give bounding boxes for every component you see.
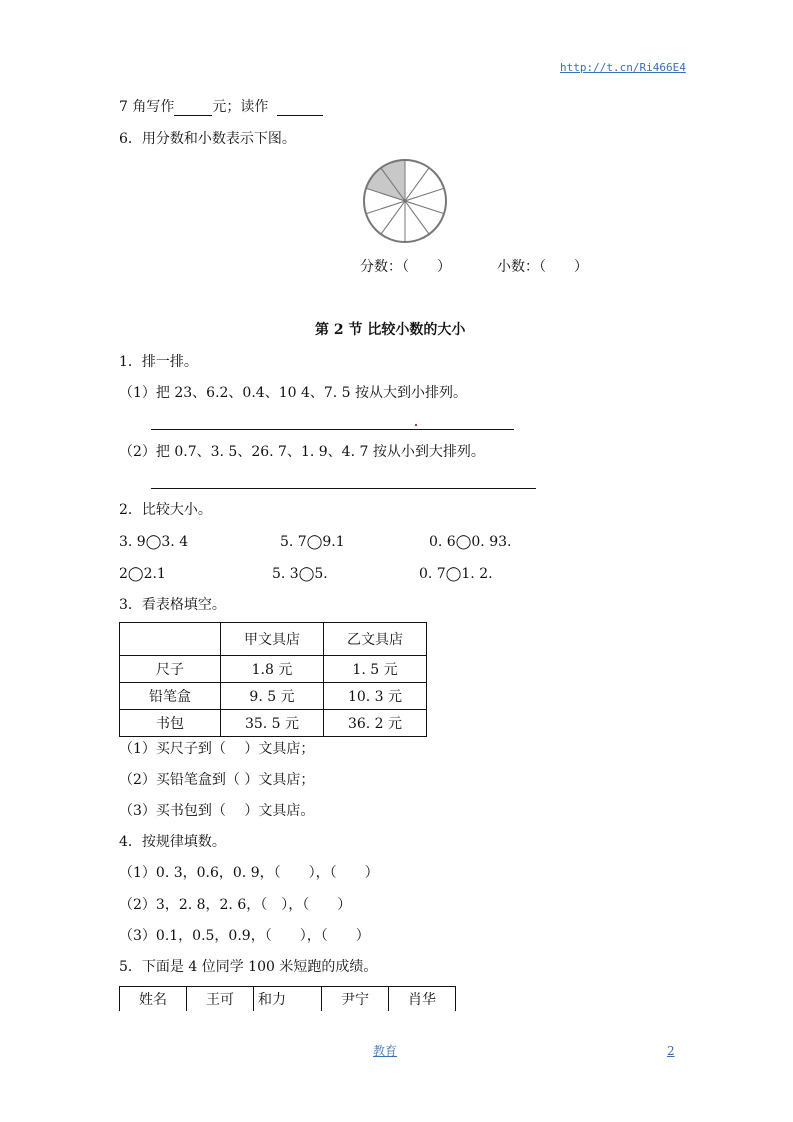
table-cell: 尺子 — [120, 656, 221, 683]
footer-page-number: 2 — [667, 1044, 675, 1058]
header-url-link[interactable]: http://t.cn/Ri466E4 — [560, 61, 686, 74]
top-line-middle: 元；读作 — [212, 99, 269, 115]
table-cell: 1. 5 元 — [324, 656, 427, 683]
s3-q3: （3）买书包到（ ）文具店。 — [119, 803, 315, 819]
footer-center-link[interactable]: 教育 — [373, 1044, 398, 1058]
s3-q2: （2）买铅笔盒到（ ）文具店； — [119, 772, 315, 788]
price-table-corner — [120, 623, 221, 656]
table-cell: 王可 — [187, 987, 254, 1012]
table-cell: 姓名 — [120, 987, 187, 1012]
blank-read — [277, 101, 323, 116]
table-cell: 尹宁 — [322, 987, 389, 1012]
s2-title: 2．比较大小。 — [119, 502, 212, 518]
price-table — [119, 622, 427, 737]
q6-decimal-label: 小数：（ ） — [497, 259, 588, 275]
pie-figure — [360, 156, 450, 246]
s4-q2: （2）3，2. 8，2. 6，（ ），（ ） — [119, 897, 352, 913]
sprint-table — [119, 986, 456, 1011]
s2-row2-c: 0. 7◯1. 2. — [419, 566, 493, 582]
s2-row2-b: 5. 3◯5. — [272, 566, 328, 582]
s3-title: 3．看表格填空。 — [119, 597, 226, 613]
s4-q3: （3）0.1，0.5，0.9，（ ），（ ） — [119, 928, 370, 944]
sprint-table-header-row — [120, 987, 456, 1012]
red-mark — [415, 424, 417, 426]
s2-row1-b: 5. 7◯9.1 — [280, 534, 345, 550]
table-cell: 肖华 — [389, 987, 456, 1012]
table-cell: 36. 2 元 — [324, 710, 427, 737]
table-cell: 10. 3 元 — [324, 683, 427, 710]
price-table-header-yi: 乙文具店 — [324, 623, 427, 656]
top-line-prefix: 7 角写作 — [119, 99, 175, 115]
table-row — [120, 683, 427, 710]
top-line — [119, 98, 323, 116]
s2-row1-c: 0. 6◯0. 93. — [429, 534, 512, 550]
price-table-header-row — [120, 623, 427, 656]
s1-part2: （2）把 0.7、3. 5、26. 7、1. 9、4. 7 按从小到大排列。 — [119, 444, 485, 460]
s5-title: 5．下面是 4 位同学 100 米短跑的成绩。 — [119, 959, 378, 975]
table-cell: 9. 5 元 — [221, 683, 324, 710]
price-table-header-jia: 甲文具店 — [221, 623, 324, 656]
s1-answer-line-2 — [151, 488, 536, 489]
s1-part1: （1）把 23、6.2、0.4、10 4、7. 5 按从大到小排列。 — [119, 385, 468, 401]
blank-yuan — [174, 101, 212, 116]
q6-fraction-label: 分数：（ ） — [360, 259, 451, 275]
table-cell: 35. 5 元 — [221, 710, 324, 737]
s1-answer-line-1 — [151, 429, 514, 430]
table-cell: 和力 — [254, 987, 322, 1012]
table-row — [120, 710, 427, 737]
s2-row1-a: 3. 9◯3. 4 — [119, 534, 189, 550]
s2-row2-a: 2◯2.1 — [119, 566, 166, 582]
s4-title: 4．按规律填数。 — [119, 834, 226, 850]
s3-q1: （1）买尺子到（ ）文具店； — [119, 741, 315, 757]
section-title: 第 2 节 比较小数的大小 — [315, 322, 466, 338]
table-cell: 书包 — [120, 710, 221, 737]
q6-title: 6．用分数和小数表示下图。 — [119, 131, 296, 147]
s1-title: 1．排一排。 — [119, 354, 198, 370]
table-cell: 1.8 元 — [221, 656, 324, 683]
s4-q1: （1）0. 3，0.6，0. 9，（ ），（ ） — [119, 865, 379, 881]
table-cell: 铅笔盒 — [120, 683, 221, 710]
table-row — [120, 656, 427, 683]
